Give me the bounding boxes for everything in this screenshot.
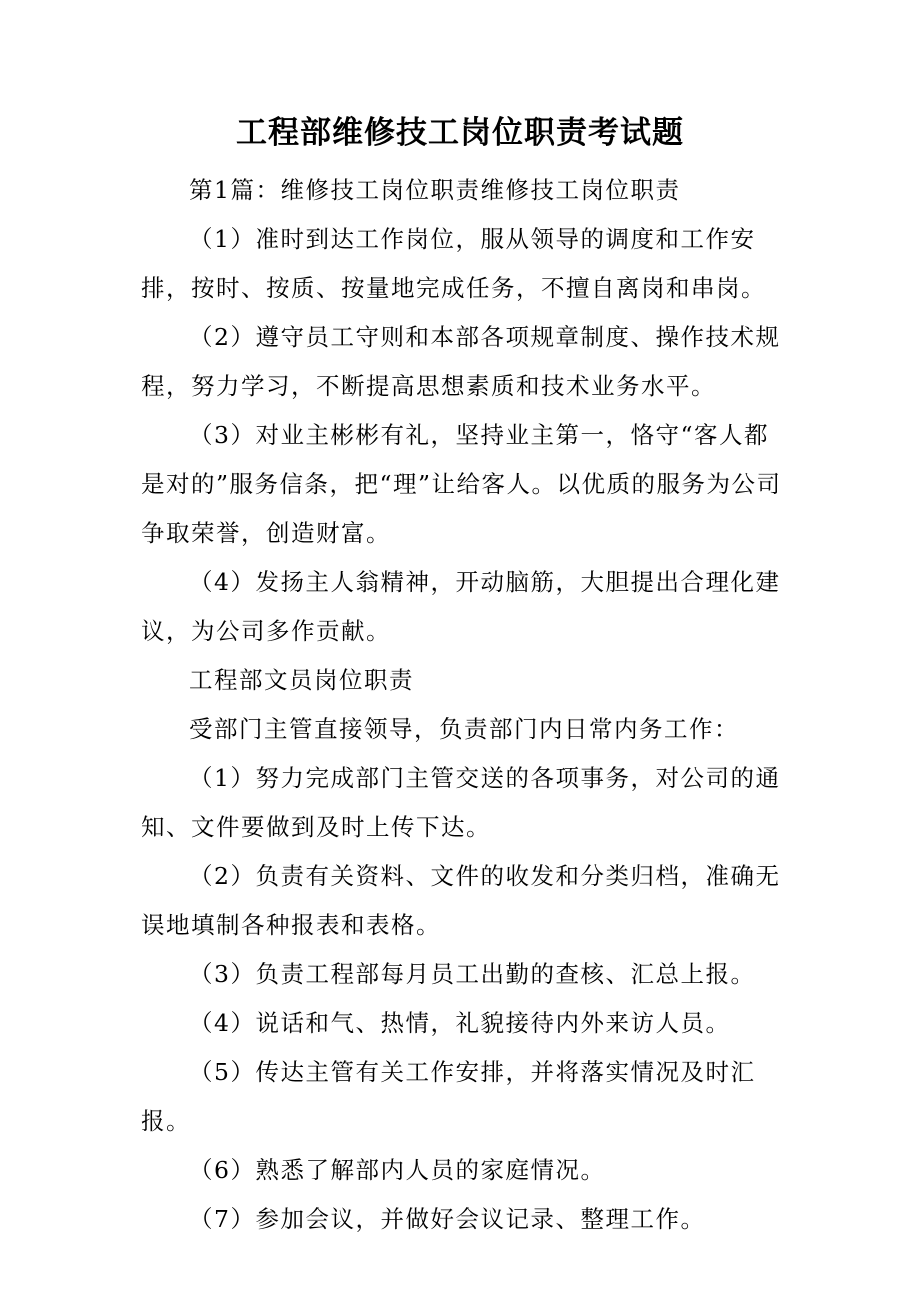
paragraph: （3）对业主彬彬有礼，坚持业主第一，恪守“客人都是对的”服务信条，把“理”让给客人。以优质的服务为公司争取荣誉，创造财富。: [141, 421, 782, 547]
paragraph: （6）熟悉了解部内人员的家庭情况。: [189, 1156, 606, 1184]
paragraph: （2）负责有关资料、文件的收发和分类归档，准确无误地填制各种报表和表格。: [141, 862, 781, 939]
section-heading: 工程部文员岗位职责: [189, 666, 414, 694]
document-body: [141, 166, 786, 1244]
paragraph: （5）传达主管有关工作安排，并将落实情况及时汇报。: [141, 1058, 756, 1135]
paragraph: （1）努力完成部门主管交送的各项事务，对公司的通知、文件要做到及时上传下达。: [141, 764, 781, 841]
paragraph: 受部门主管直接领导，负责部门内日常内务工作：: [189, 715, 739, 743]
chapter-heading: 第1篇：维修技工岗位职责维修技工岗位职责: [189, 176, 681, 204]
paragraph: （3）负责工程部每月员工出勤的查核、汇总上报。: [189, 960, 756, 988]
paragraph: （2）遵守员工守则和本部各项规章制度、操作技术规程，努力学习，不断提高思想素质和技术业务水平。: [141, 323, 781, 400]
paragraph: （7）参加会议，并做好会议记录、整理工作。: [189, 1205, 706, 1233]
paragraph: （4）发扬主人翁精神，开动脑筋，大胆提出合理化建议，为公司多作贡献。: [141, 568, 781, 645]
page-title: 工程部维修技工岗位职责考试题: [236, 115, 684, 151]
paragraph: （4）说话和气、热情，礼貌接待内外来访人员。: [189, 1009, 731, 1037]
paragraph: （1）准时到达工作岗位，服从领导的调度和工作安排，按时、按质、按量地完成任务，不擅自离岗和串岗。: [141, 225, 766, 302]
